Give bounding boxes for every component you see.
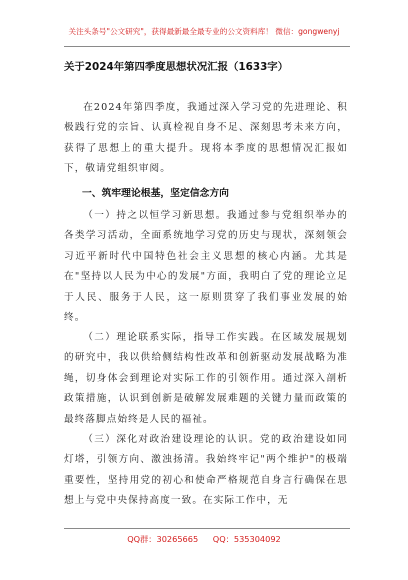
paragraph-1: （一）持之以恒学习新思想。我通过参与党组织举办的各类学习活动，全面系统地学习党的历史与现状，深刻领会习近平新时代中国特色社会主义思想的核心内涵。尤其是在"坚持以人民为中心的发展"方面，我明白了党的理论立足于人民、服务于人民，这一原则贯穿了我们事业发展的始终。 bbox=[64, 210, 348, 324]
footer bbox=[0, 534, 408, 545]
paragraph-2: （二）理论联系实际，指导工作实践。在区域发展规划的研究中，我以供给侧结构性改革和创新驱动发展战略为准绳，切身体会到理论对实际工作的引领作用。通过深入剖析政策措施，认识到创新是破解发展难题的关键力量而政策的最终落脚点始终是人民的福祉。 bbox=[64, 332, 348, 425]
footer-qq: QQ：535304092 bbox=[212, 534, 281, 544]
paragraph-3: （三）深化对政治建设理论的认识。党的政治建设如同灯塔，引领方向、激浊扬清。我始终牢记"两个维护"的极端重要性，坚持用党的初心和使命严格规范自身言行确保在思想上与党中央保持高度一致。在实际工作中，无 bbox=[64, 434, 348, 507]
paragraph-1-block bbox=[64, 206, 348, 328]
paragraph-3-block bbox=[64, 430, 348, 512]
header-divider bbox=[64, 46, 350, 47]
footer-qq-group: QQ群：30265665 bbox=[127, 534, 199, 544]
intro-block bbox=[64, 98, 348, 180]
header-banner: 关注头条号"公文研究"，获得最新最全最专业的公文资料库！ 微信：gongwenyj bbox=[68, 27, 340, 36]
footer-divider bbox=[64, 528, 350, 529]
intro-paragraph: 在2024年第四季度，我通过深入学习党的先进理论、积极践行党的宗旨、认真检视自身不足、深刻思考未来方向，获得了思想上的重大提升。现将本季度的思想情况汇报如下，敬请党组织审阅。 bbox=[64, 102, 348, 175]
document-title: 关于2024年第四季度思想状况汇报（1633字） bbox=[64, 61, 289, 73]
paragraph-2-block bbox=[64, 328, 348, 430]
section-heading-1: 一、筑牢理论根基，坚定信念方向 bbox=[82, 188, 229, 199]
